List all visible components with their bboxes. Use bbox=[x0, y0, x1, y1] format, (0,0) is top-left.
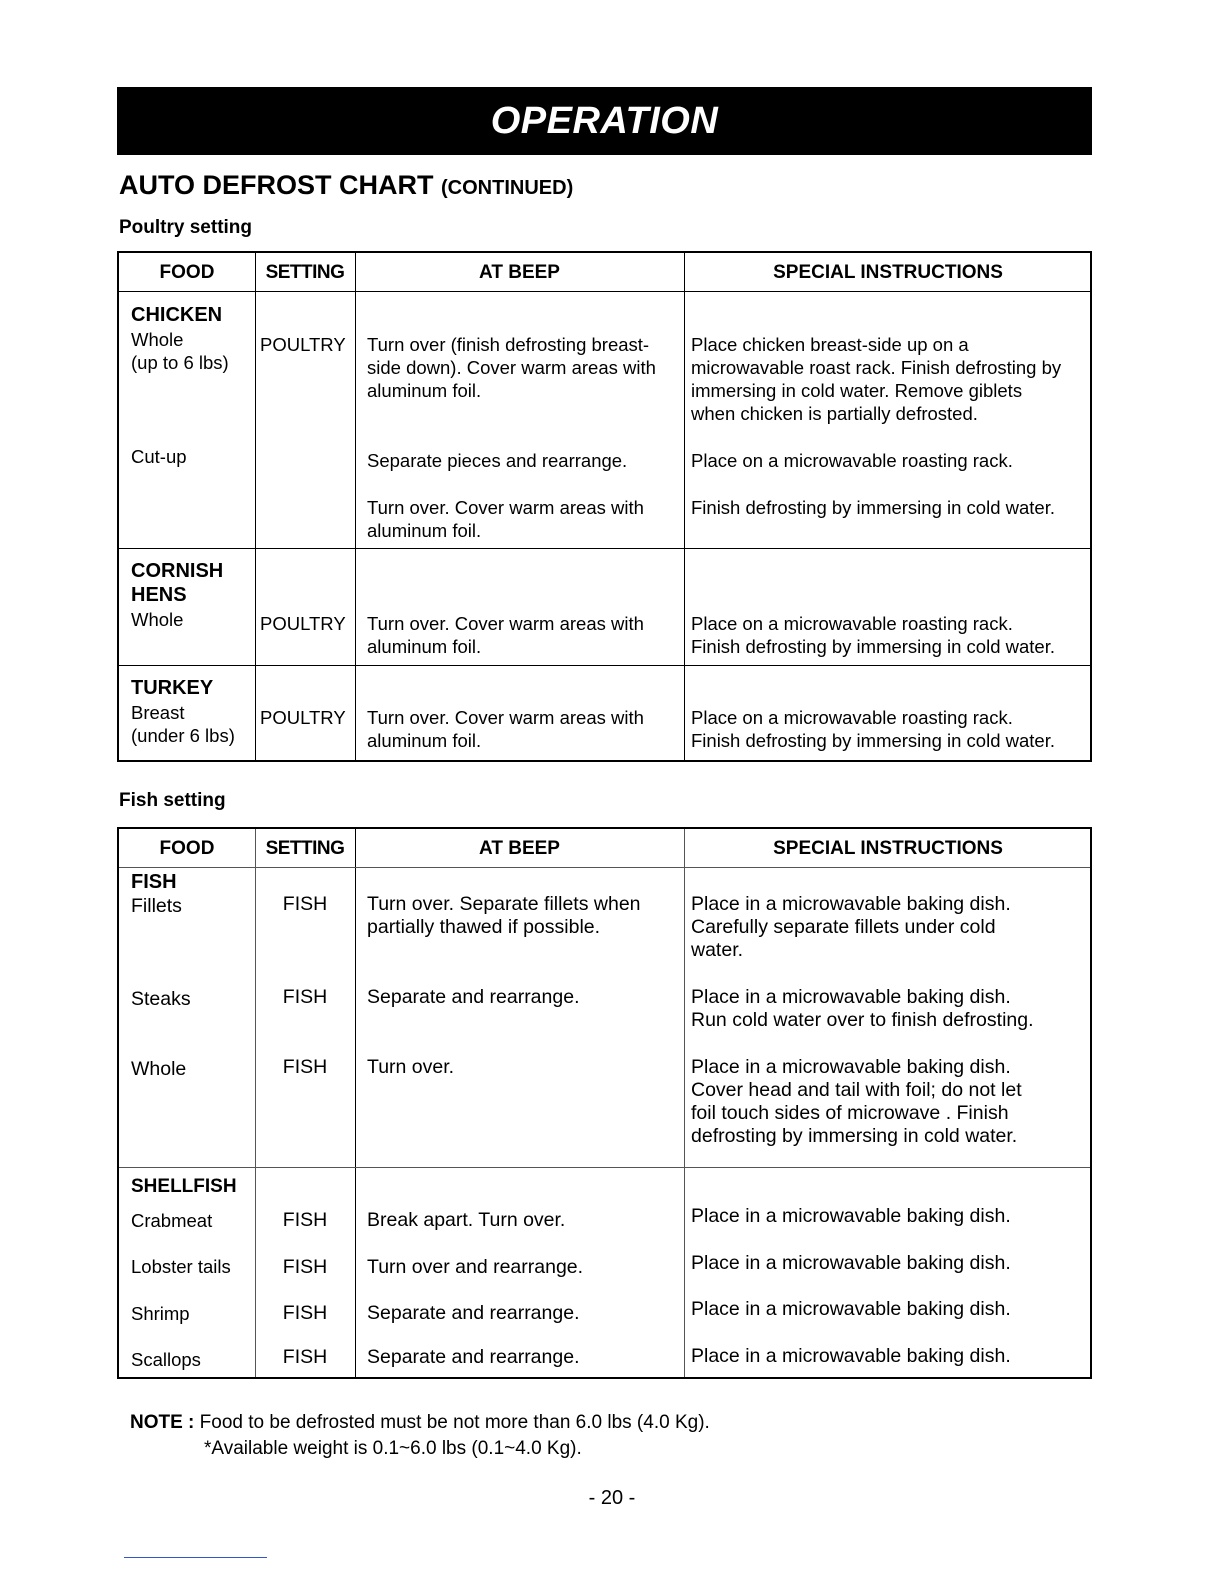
page-title bbox=[119, 170, 573, 201]
fillets-beep-a: Turn over. Separate fillets when bbox=[367, 893, 641, 915]
food-hens: HENS bbox=[131, 584, 187, 606]
steaks-instr-a: Place in a microwavable baking dish. bbox=[691, 986, 1011, 1008]
fillets-beep-b: partially thawed if possible. bbox=[367, 916, 601, 938]
fish-header-at-beep: AT BEEP bbox=[479, 838, 560, 859]
chicken-cutup: Cut-up bbox=[131, 446, 187, 467]
steaks-instr-b: Run cold water over to finish defrosting. bbox=[691, 1009, 1034, 1031]
lobster-instr: Place in a microwavable baking dish. bbox=[691, 1252, 1011, 1274]
cornish-setting: POULTRY bbox=[260, 613, 346, 634]
cornish-beep-b: aluminum foil. bbox=[367, 636, 482, 657]
fillets-setting: FISH bbox=[282, 893, 328, 915]
whole-instr-c: foil touch sides of microwave . Finish bbox=[691, 1102, 1009, 1124]
whole-instr-b: Cover head and tail with foil; do not let bbox=[691, 1079, 1022, 1101]
shell-shrimp: Shrimp bbox=[131, 1303, 190, 1324]
chicken-instr-2: Place on a microwavable roasting rack. bbox=[691, 450, 1013, 471]
shell-scallops: Scallops bbox=[131, 1349, 201, 1370]
chicken-instr-1d: when chicken is partially defrosted. bbox=[691, 403, 978, 424]
whole-instr-d: defrosting by immersing in cold water. bbox=[691, 1125, 1018, 1147]
whole-instr-a: Place in a microwavable baking dish. bbox=[691, 1056, 1011, 1078]
chicken-setting: POULTRY bbox=[260, 334, 346, 355]
chicken-beep-1b: side down). Cover warm areas with bbox=[367, 357, 656, 378]
whole-setting: FISH bbox=[282, 1056, 328, 1078]
fish-heading: Fish setting bbox=[119, 790, 226, 811]
shell-crabmeat: Crabmeat bbox=[131, 1210, 213, 1231]
food-fish: FISH bbox=[131, 871, 177, 893]
turkey-breast: Breast bbox=[131, 702, 185, 723]
note-label: NOTE : bbox=[130, 1412, 195, 1433]
turkey-beep-b: aluminum foil. bbox=[367, 730, 482, 751]
chicken-beep-2: Separate pieces and rearrange. bbox=[367, 450, 628, 471]
fish-header-setting: SETTING bbox=[265, 838, 345, 859]
note-line-1: Food to be defrosted must be not more than 6.0 lbs (4.0 Kg). bbox=[199, 1412, 710, 1433]
food-shellfish: SHELLFISH bbox=[131, 1176, 237, 1197]
chicken-instr-1c: immersing in cold water. Remove giblets bbox=[691, 380, 1023, 401]
fish-table bbox=[117, 827, 1092, 1379]
scallops-setting: FISH bbox=[282, 1346, 328, 1368]
cornish-instr-a: Place on a microwavable roasting rack. bbox=[691, 613, 1013, 634]
cornish-beep-a: Turn over. Cover warm areas with bbox=[367, 613, 644, 634]
fish-fillets: Fillets bbox=[131, 895, 182, 917]
shrimp-beep: Separate and rearrange. bbox=[367, 1302, 580, 1324]
header-special-instructions: SPECIAL INSTRUCTIONS bbox=[773, 262, 1003, 283]
fish-header-food: FOOD bbox=[159, 838, 215, 859]
fillets-instr-b: Carefully separate fillets under cold bbox=[691, 916, 996, 938]
operation-banner: OPERATION bbox=[117, 87, 1092, 155]
shrimp-setting: FISH bbox=[282, 1302, 328, 1324]
food-chicken: CHICKEN bbox=[131, 304, 223, 326]
chicken-whole-note: (up to 6 lbs) bbox=[131, 352, 229, 373]
turkey-instr-a: Place on a microwavable roasting rack. bbox=[691, 707, 1013, 728]
shell-lobster: Lobster tails bbox=[131, 1256, 231, 1277]
chicken-whole: Whole bbox=[131, 329, 184, 350]
cornish-instr-b: Finish defrosting by immersing in cold water. bbox=[691, 636, 1055, 657]
food-cornish: CORNISH bbox=[131, 560, 224, 582]
scallops-instr: Place in a microwavable baking dish. bbox=[691, 1345, 1011, 1367]
turkey-beep-a: Turn over. Cover warm areas with bbox=[367, 707, 644, 728]
header-setting: SETTING bbox=[265, 262, 345, 283]
header-food: FOOD bbox=[159, 262, 215, 283]
title-main: AUTO DEFROST CHART bbox=[119, 170, 434, 200]
chicken-beep-3b: aluminum foil. bbox=[367, 520, 482, 541]
title-continued: (CONTINUED) bbox=[441, 177, 574, 199]
note bbox=[130, 1410, 710, 1462]
steaks-setting: FISH bbox=[282, 986, 328, 1008]
turkey-instr-b: Finish defrosting by immersing in cold water. bbox=[691, 730, 1055, 751]
steaks-beep: Separate and rearrange. bbox=[367, 986, 580, 1008]
fish-steaks: Steaks bbox=[131, 988, 191, 1010]
whole-beep: Turn over. bbox=[367, 1056, 455, 1078]
food-turkey: TURKEY bbox=[131, 677, 214, 699]
page-number: - 20 - bbox=[588, 1487, 636, 1509]
poultry-table bbox=[117, 251, 1092, 762]
chicken-instr-3: Finish defrosting by immersing in cold water. bbox=[691, 497, 1055, 518]
lobster-beep: Turn over and rearrange. bbox=[367, 1256, 584, 1278]
chicken-beep-1a: Turn over (finish defrosting breast- bbox=[367, 334, 650, 355]
fillets-instr-c: water. bbox=[691, 939, 744, 961]
chicken-beep-3a: Turn over. Cover warm areas with bbox=[367, 497, 644, 518]
fish-whole: Whole bbox=[131, 1058, 187, 1080]
cornish-whole: Whole bbox=[131, 609, 184, 630]
fish-header-special-instructions: SPECIAL INSTRUCTIONS bbox=[773, 838, 1003, 859]
crabmeat-setting: FISH bbox=[282, 1209, 328, 1231]
chicken-instr-1a: Place chicken breast-side up on a bbox=[691, 334, 969, 355]
footer-rule bbox=[124, 1557, 267, 1558]
shrimp-instr: Place in a microwavable baking dish. bbox=[691, 1298, 1011, 1320]
crabmeat-beep: Break apart. Turn over. bbox=[367, 1209, 566, 1231]
note-line-2: *Available weight is 0.1~6.0 lbs (0.1~4.0 Kg). bbox=[204, 1438, 582, 1459]
scallops-beep: Separate and rearrange. bbox=[367, 1346, 580, 1368]
header-at-beep: AT BEEP bbox=[479, 262, 560, 283]
lobster-setting: FISH bbox=[282, 1256, 328, 1278]
crabmeat-instr: Place in a microwavable baking dish. bbox=[691, 1205, 1011, 1227]
chicken-beep-1c: aluminum foil. bbox=[367, 380, 482, 401]
turkey-note: (under 6 lbs) bbox=[131, 725, 235, 746]
chicken-instr-1b: microwavable roast rack. Finish defrosting by bbox=[691, 357, 1062, 378]
poultry-heading: Poultry setting bbox=[119, 217, 253, 238]
fillets-instr-a: Place in a microwavable baking dish. bbox=[691, 893, 1011, 915]
turkey-setting: POULTRY bbox=[260, 707, 346, 728]
